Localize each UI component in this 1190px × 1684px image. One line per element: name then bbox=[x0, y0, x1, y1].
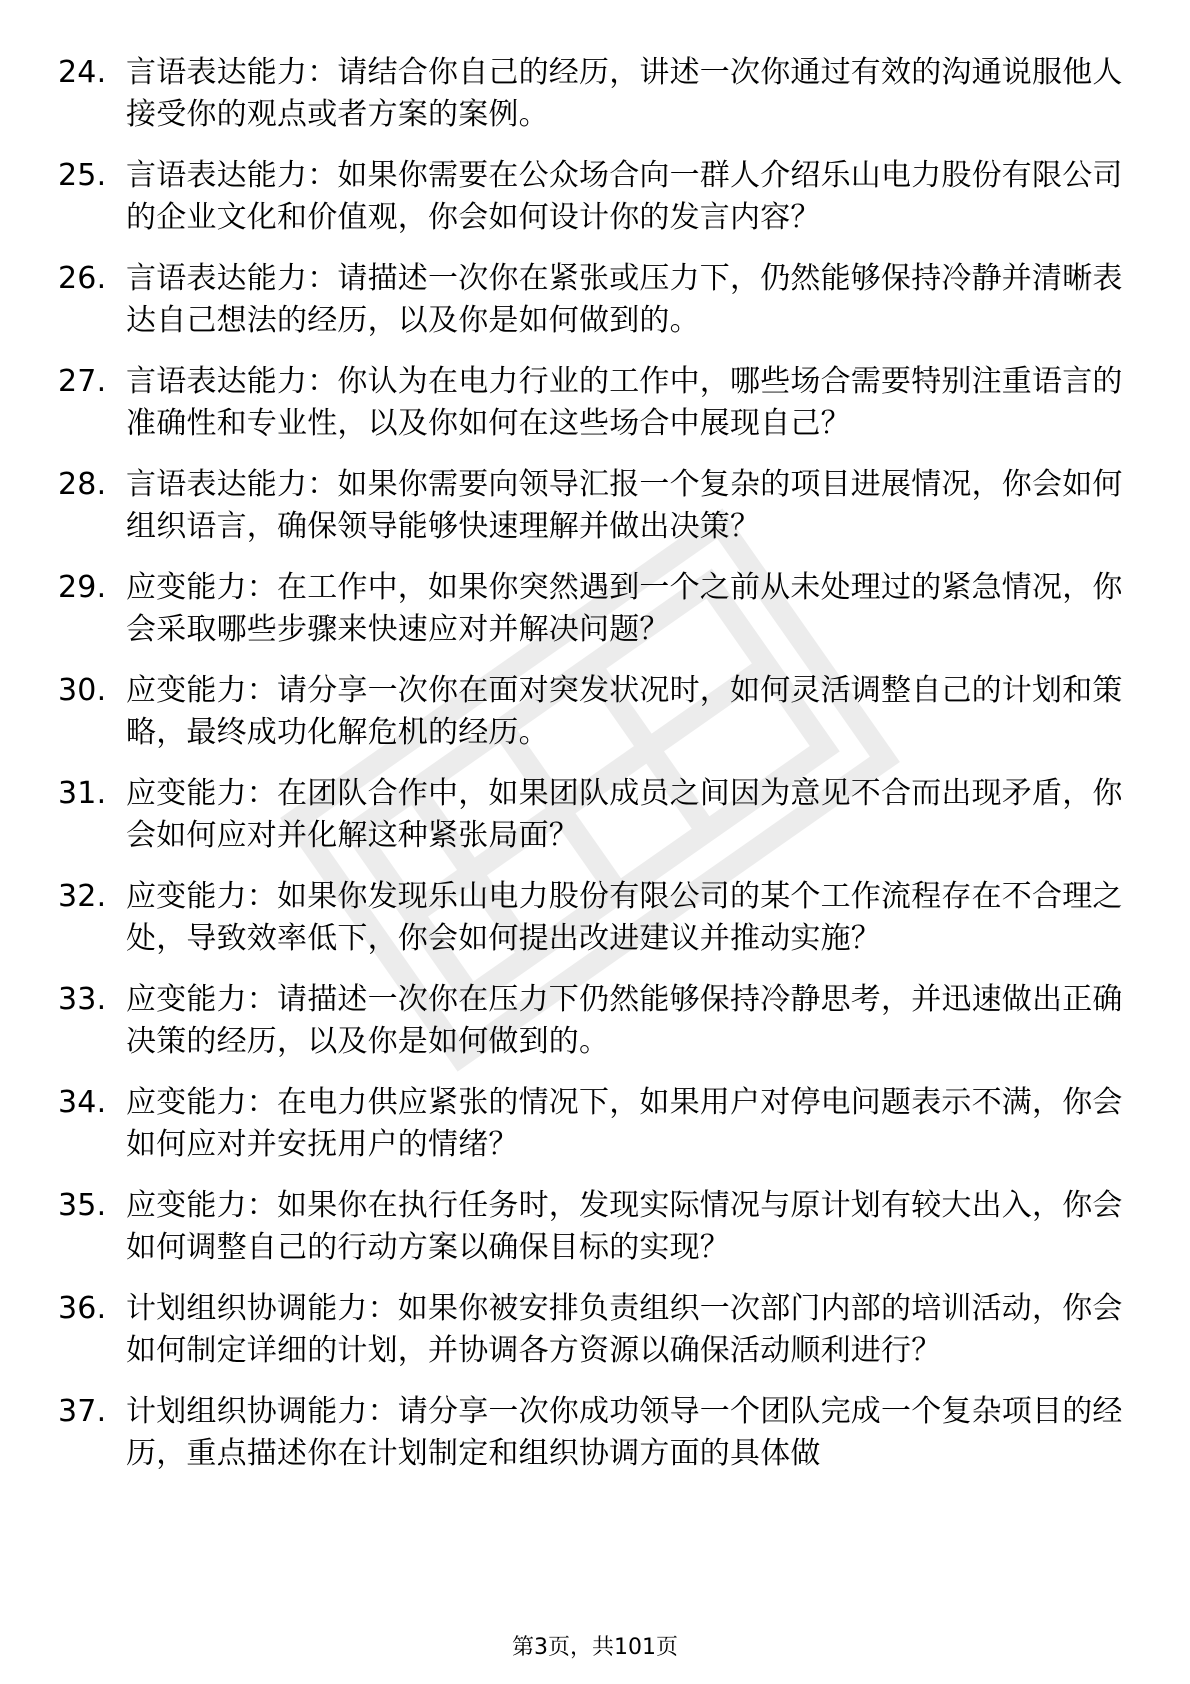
list-item bbox=[58, 258, 1138, 342]
question-number: 28. bbox=[58, 467, 107, 502]
question-number: 37. bbox=[58, 1394, 107, 1429]
question-number: 32. bbox=[58, 879, 107, 914]
list-item bbox=[58, 361, 1138, 445]
question-text: 应变能力：在团队合作中，如果团队成员之间因为意见不合而出现矛盾，你会如何应对并化解这种紧张局面？ bbox=[126, 776, 1123, 853]
question-number: 27. bbox=[58, 364, 107, 399]
question-text: 言语表达能力：你认为在电力行业的工作中，哪些场合需要特别注重语言的准确性和专业性，以及你如何在这些场合中展现自己？ bbox=[126, 364, 1123, 441]
question-number: 25. bbox=[58, 158, 107, 193]
list-item bbox=[58, 155, 1138, 239]
question-text: 言语表达能力：请结合你自己的经历，讲述一次你通过有效的沟通说服他人接受你的观点或者方案的案例。 bbox=[126, 55, 1123, 132]
question-number: 24. bbox=[58, 55, 107, 90]
list-item bbox=[58, 773, 1138, 857]
list-item bbox=[58, 876, 1138, 960]
list-item bbox=[58, 464, 1138, 548]
list-item bbox=[58, 670, 1138, 754]
question-text: 应变能力：如果你在执行任务时，发现实际情况与原计划有较大出入，你会如何调整自己的行动方案以确保目标的实现？ bbox=[126, 1188, 1123, 1265]
question-text: 应变能力：请分享一次你在面对突发状况时，如何灵活调整自己的计划和策略，最终成功化解危机的经历。 bbox=[126, 673, 1123, 750]
question-number: 30. bbox=[58, 673, 107, 708]
list-item bbox=[58, 1288, 1138, 1372]
question-text: 计划组织协调能力：请分享一次你成功领导一个团队完成一个复杂项目的经历，重点描述你在计划制定和组织协调方面的具体做 bbox=[126, 1394, 1123, 1471]
question-number: 35. bbox=[58, 1188, 107, 1223]
question-number: 29. bbox=[58, 570, 107, 605]
list-item bbox=[58, 1082, 1138, 1166]
question-text: 应变能力：在工作中，如果你突然遇到一个之前从未处理过的紧急情况，你会采取哪些步骤来快速应对并解决问题？ bbox=[126, 570, 1123, 647]
question-list bbox=[58, 52, 1138, 1494]
question-text: 应变能力：如果你发现乐山电力股份有限公司的某个工作流程存在不合理之处，导致效率低下，你会如何提出改进建议并推动实施？ bbox=[126, 879, 1123, 956]
page-footer: 第3页，共101页 bbox=[512, 1635, 678, 1660]
question-number: 26. bbox=[58, 261, 107, 296]
question-number: 31. bbox=[58, 776, 107, 811]
list-item bbox=[58, 979, 1138, 1063]
question-number: 33. bbox=[58, 982, 107, 1017]
question-text: 言语表达能力：请描述一次你在紧张或压力下，仍然能够保持冷静并清晰表达自己想法的经历，以及你是如何做到的。 bbox=[126, 261, 1123, 338]
list-item bbox=[58, 1185, 1138, 1269]
list-item bbox=[58, 567, 1138, 651]
list-item bbox=[58, 52, 1138, 136]
question-number: 34. bbox=[58, 1085, 107, 1120]
question-number: 36. bbox=[58, 1291, 107, 1326]
question-text: 应变能力：在电力供应紧张的情况下，如果用户对停电问题表示不满，你会如何应对并安抚用户的情绪？ bbox=[126, 1085, 1123, 1162]
list-item bbox=[58, 1391, 1138, 1475]
question-text: 言语表达能力：如果你需要在公众场合向一群人介绍乐山电力股份有限公司的企业文化和价值观，你会如何设计你的发言内容？ bbox=[126, 158, 1123, 235]
question-text: 应变能力：请描述一次你在压力下仍然能够保持冷静思考，并迅速做出正确决策的经历，以及你是如何做到的。 bbox=[126, 982, 1123, 1059]
question-text: 计划组织协调能力：如果你被安排负责组织一次部门内部的培训活动，你会如何制定详细的计划，并协调各方资源以确保活动顺利进行？ bbox=[126, 1291, 1123, 1368]
question-text: 言语表达能力：如果你需要向领导汇报一个复杂的项目进展情况，你会如何组织语言，确保领导能够快速理解并做出决策？ bbox=[126, 467, 1123, 544]
